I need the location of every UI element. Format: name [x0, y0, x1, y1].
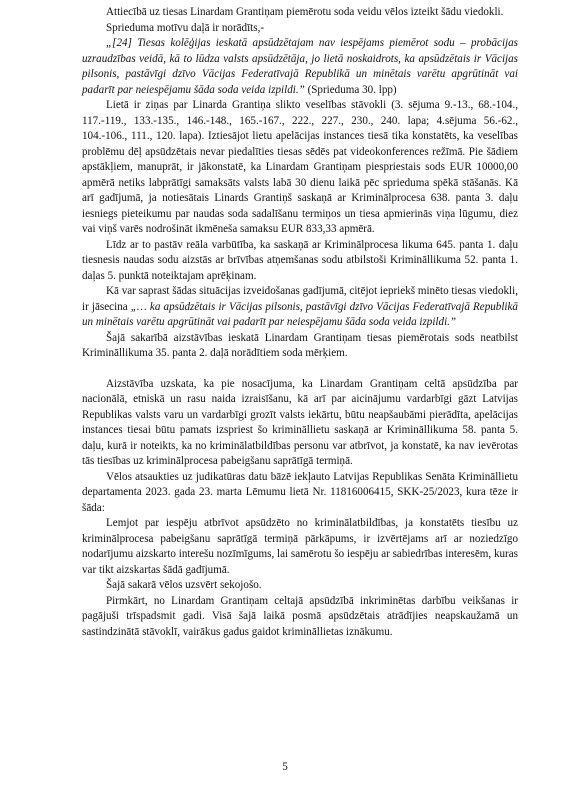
conclusion-lead: Kā var saprast šādas situācijas izveidošanas gadījumā, citējot iepriekš minēto tiesas viedokli, ir jāsecina: [82, 285, 518, 313]
paragraph-judicature: Vēlos atsaukties uz judikatūras datu bāzē iekļauto Latvijas Republikas Senāta Krimināllietu departamenta 2023. gada 23. marta Lēmumu lietā Nr. 11816006415, SKK-25/2023, kura tēze ir šāda:: [82, 470, 518, 514]
paragraph-firstly: Pirmkārt, no Linardam Grantiņam celtajā apsūdzībā inkriminētas darbību veikšanas ir pagājuši trīspadsmit gadi. Visā šajā laikā posmā apsūdzētais atrādījies neapskaužamā un sastindzinātā stāvoklī, vairākus gadus gaidot krimināllietas iznākumu.: [82, 594, 518, 638]
paragraph-conclusion-quote: [82, 284, 518, 331]
section-gap: [82, 362, 518, 377]
paragraph-intro: Attiecībā uz tiesas Linardam Grantiņam piemērotu soda veidu vēlos izteikt šādu viedokli.: [106, 6, 504, 18]
paragraph-defense: Aizstāvība uzskata, ka pie nosacījuma, ka Linardam Grantiņam celtā apsūdzība par nacionālā, etniskā un rasu naida izraisīšanu, kā arī par aicinājumu vardarbīgi gāzt Latvijas Republikas valsts varu un vardarbīgi grozīt valsts iekārtu, būtu neapšaubāmi pierādīta, apelācijas instances tiesai būtu pamats izspriest šo krimināllietu saskaņā ar Krimināllikuma 58. panta 5. daļu, kurā ir noteikts, ka no kriminālatbildības personu var atbrīvot, ja konstatē, ka nav ievērotas tās tiesības uz kriminālprocesa pabeigšanu saprātīgā termiņā.: [82, 377, 518, 467]
paragraph-emphasis: Šajā sakarā vēlos uzsvērt sekojošo.: [106, 579, 262, 591]
paragraph-health: Lietā ir ziņas par Linarda Grantiņa slikto veselības stāvokli (3. sējuma 9.-13., 68.-104., 117.-119., 133.-135., 146.-148., 165.-167., 222., 227., 230., 240. lapa; 4.sējuma 56.-62., 104.-106., 111., 120. lapa). Iztiesājot lietu apelācijas instances tiesā tika konstatēts, ka veselības problēmu dēļ apsūdzētais nevar piedalīties tiesas sēdēs pat videokonferences režīmā. Pie šādiem apstākļiem, manuprāt, ir jākonstatē, ka Linardam Grantiņam piespriestais sods EUR 10000,00 apmērā netiks labprātīgi samaksāts valsts labā 30 dienu laikā pēc sprieduma spēkā stāšanās. Kā arī gadījumā, ja notiesātais Linards Grantiņš saskaņā ar Kriminālprocesa 638. panta 3. daļu iesniegs pieteikumu par naudas soda sadalīšanu termiņos un tiesa apmierinās viņa lūgumu, diez vai viņš varēs nodrošināt ikmēneša samaksu EUR 833,33 apmērā.: [82, 99, 518, 235]
quote-text: „[24] Tiesas kolēģijas ieskatā apsūdzētajam nav iespējams piemērot sodu – probācijas uzraudzības veidā, kā to lūdza valsts apsūdzētāja, jo lietā noskaidrots, ka apsūdzētais ir Vācijas pilsonis, pastāvīgi dzīvo Vācijas Federatīvajā Republikā un minētais varētu apgrūtināt vai padarīt par neiespējamu šāda soda veida izpildi.”: [82, 37, 518, 96]
page-number: 5: [282, 761, 288, 773]
paragraph-probability: Līdz ar to pastāv reāla varbūtība, ka saskaņā ar Kriminālprocesa likuma 645. panta 1. daļu tiesnesis naudas sodu aizstās ar brīvības atņemšanas sodu atbilstoši Krimināllikuma 52. panta 1. daļas 5. punktā noteiktajam aprēķinam.: [82, 238, 518, 282]
paragraph-quote-24: [82, 36, 518, 98]
paragraph-motives: Sprieduma motīvu daļā ir norādīts,-: [106, 21, 265, 34]
paragraph-sentence-aims: Šajā sakarībā aizstāvības ieskatā Linardam Grantiņam tiesas piemērotais sods neatbilst Krimināllikuma 35. panta 2. daļā norādītiem soda mērķiem.: [82, 331, 518, 359]
quote-reference: (Sprieduma 30. lpp): [304, 83, 397, 96]
paragraph-thesis: Lemjot par iespēju atbrīvot apsūdzēto no kriminālatbildības, ja konstatēts tiesību uz kriminālprocesa pabeigšanu saprātīgā termiņā pārkāpums, ir izvērtējams arī ar noziedzīgo nodarījumu aizskarto interešu nozīmīgums, lai samērotu šo iespēju ar sabiedrības interesēm, kuras var tikt aizskartas šādā gadījumā.: [82, 517, 518, 576]
conclusion-quote: „… ka apsūdzētais ir Vācijas pilsonis, pastāvīgi dzīvo Vācijas Federatīvajā Republikā un minētais varētu apgrūtināt vai padarīt par neiespējamu šāda soda veida izpildi.”: [82, 300, 518, 328]
